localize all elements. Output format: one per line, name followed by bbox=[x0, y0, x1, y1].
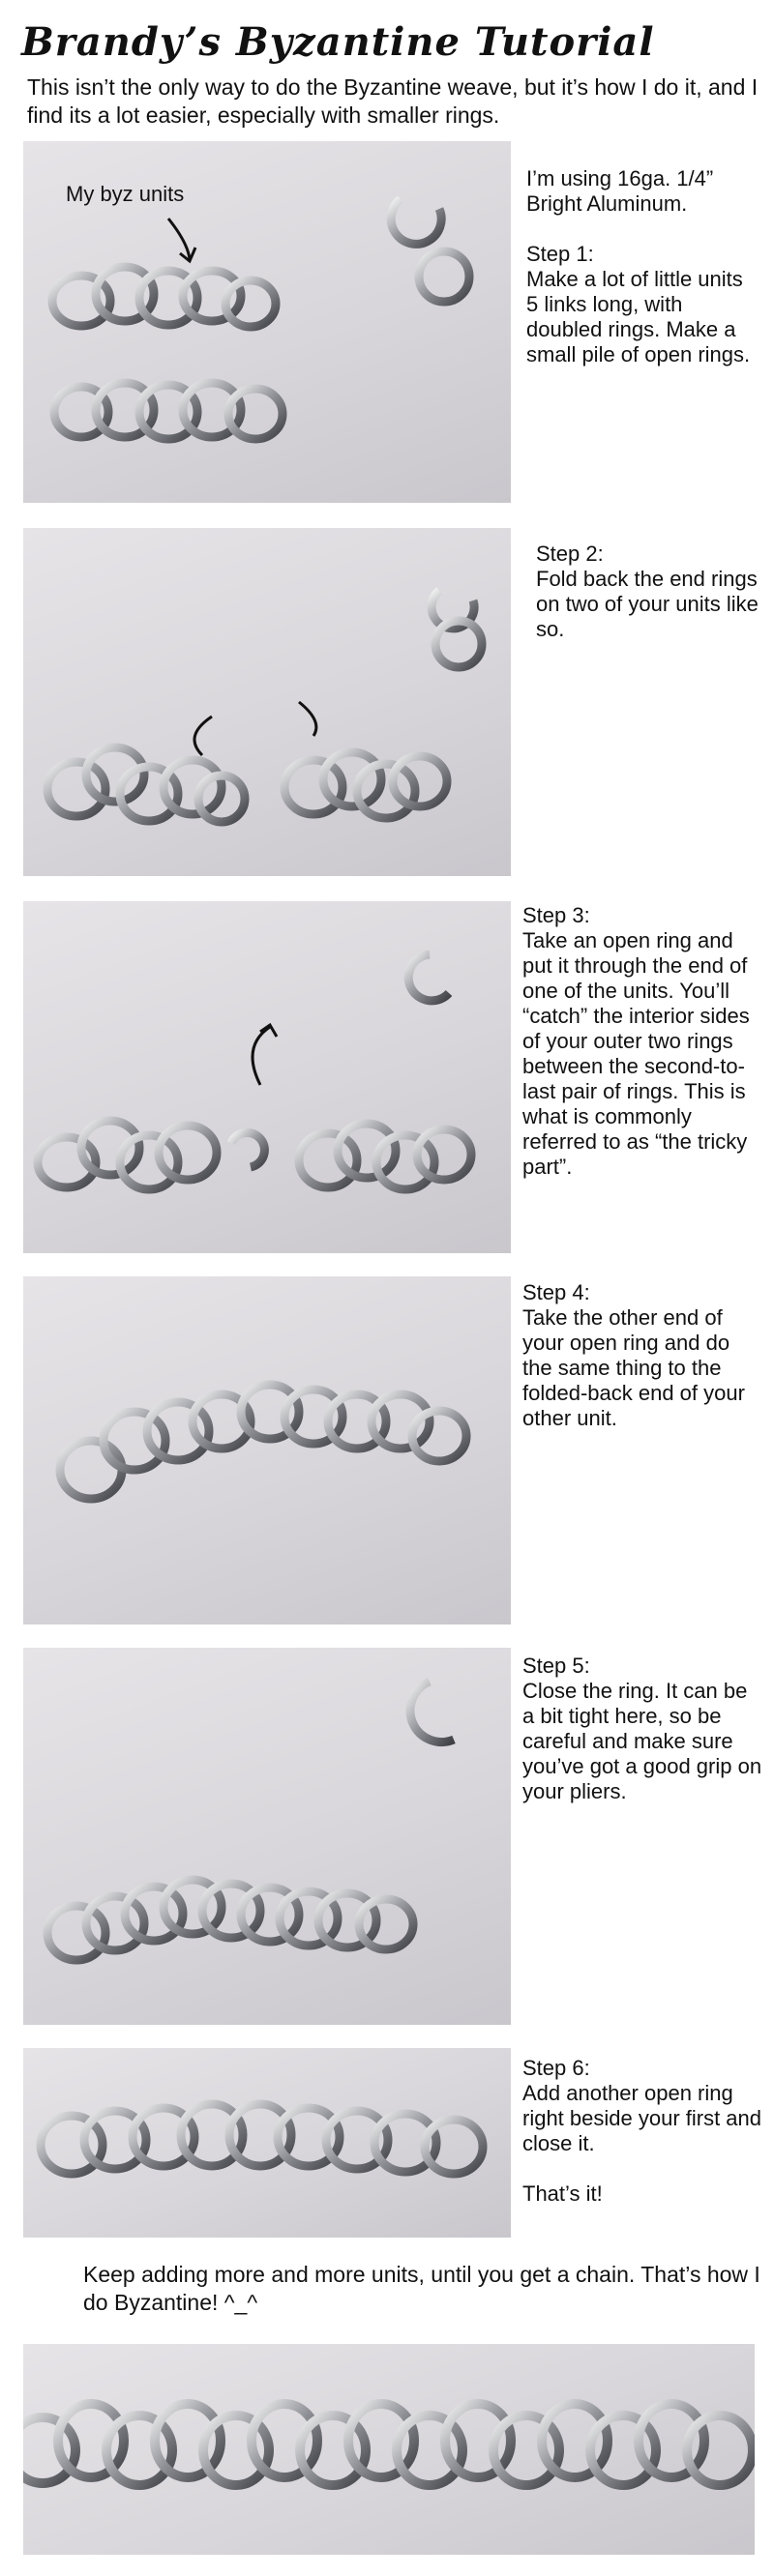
step-1-body: Make a lot of little units 5 links long, with doubled rings. Make a small pile of open rings. bbox=[526, 267, 751, 366]
step-3-text bbox=[522, 903, 762, 1180]
photo-final-chain bbox=[23, 2344, 755, 2555]
photo-step-5 bbox=[23, 1648, 511, 2025]
step-3-heading: Step 3: bbox=[522, 903, 590, 927]
step-1-text bbox=[526, 166, 759, 367]
step-2-text bbox=[536, 542, 760, 642]
step-6-heading: Step 6: bbox=[522, 2056, 590, 2080]
done-text: That’s it! bbox=[522, 2181, 603, 2206]
intro-text: This isn’t the only way to do the Byzantine weave, but it’s how I do it, and I find its a lot easier, especially with smaller rings. bbox=[27, 74, 759, 128]
step-6-text bbox=[522, 2056, 762, 2207]
outro-text: Keep adding more and more units, until you get a chain. That’s how I do Byzantine! ^_^ bbox=[83, 2262, 760, 2315]
step-2-heading: Step 2: bbox=[536, 542, 604, 566]
step-5-text bbox=[522, 1654, 762, 1804]
step-4-heading: Step 4: bbox=[522, 1280, 590, 1304]
step-5-body: Close the ring. It can be a bit tight here, so be careful and make sure you’ve got a good grip on your pliers. bbox=[522, 1679, 762, 1803]
photo-step-3 bbox=[23, 901, 511, 1253]
step-3-body: Take an open ring and put it through the end of one of the units. You’ll “catch” the interior sides of your outer two rings between the second-to-last pair of rings. This is what is commonly referred to as “the tricky part”. bbox=[522, 928, 750, 1179]
photo-step-4 bbox=[23, 1276, 511, 1625]
photo-step-1 bbox=[23, 141, 511, 503]
page-title: Brandy’s Byzantine Tutorial bbox=[21, 19, 655, 65]
photo-step-2 bbox=[23, 528, 511, 876]
step-5-heading: Step 5: bbox=[522, 1654, 590, 1678]
step-4-body: Take the other end of your open ring and do the same thing to the folded-back end of your other unit. bbox=[522, 1305, 745, 1430]
step-6-body: Add another open ring right beside your first and close it. bbox=[522, 2081, 762, 2155]
step-4-text bbox=[522, 1280, 759, 1431]
photo-label: My byz units bbox=[66, 182, 185, 206]
photo-step-6 bbox=[23, 2048, 511, 2238]
step-2-body: Fold back the end rings on two of your units like so. bbox=[536, 567, 759, 641]
step-1-heading: Step 1: bbox=[526, 242, 594, 266]
materials-text: I’m using 16ga. 1/4” Bright Aluminum. bbox=[526, 166, 714, 216]
